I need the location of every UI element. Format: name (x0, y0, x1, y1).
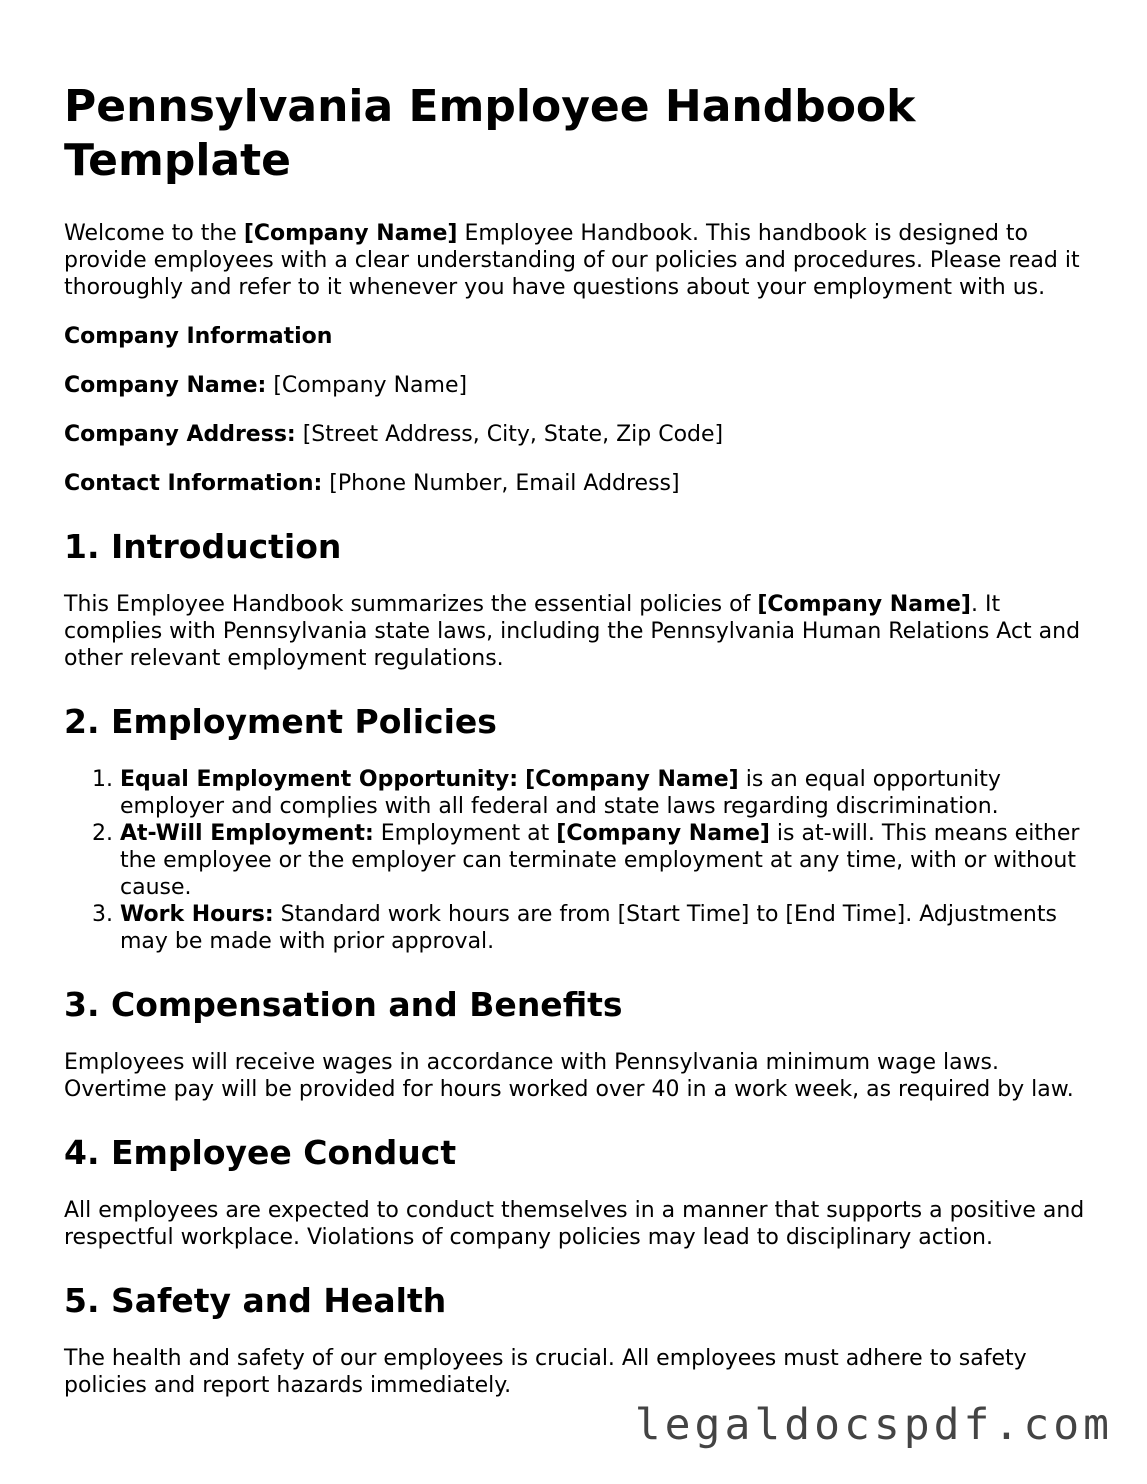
company-info-heading: Company Information (64, 324, 333, 349)
introduction-paragraph: This Employee Handbook summarizes the essential policies of [Company Name]. It complies with Pennsylvania state laws, including the Pennsylvania Human Relations Act and other relevant employment regulations. (64, 592, 1081, 671)
company-placeholder: [Company Name] (757, 592, 971, 617)
page-title: Pennsylvania Employee Handbook Template (64, 81, 916, 186)
company-placeholder: [Company Name] (243, 221, 458, 246)
watermark: legaldocspdf.com (634, 1400, 1113, 1450)
document-page (64, 80, 1094, 1421)
list-item: 2. At-Will Employment: Employment at [Company Name] is at-will. This means either the employee or the employer can terminate employment at any time, with or without cause. (120, 820, 1094, 901)
employee-conduct-paragraph: All employees are expected to conduct themselves in a manner that supports a positive and respectful workplace. Violations of company policies may lead to disciplinary action. (64, 1198, 1085, 1250)
safety-health-paragraph: The health and safety of our employees is crucial. All employees must adhere to safety policies and report hazards immediately. (64, 1346, 1027, 1398)
contact-info-line: Contact Information: [Phone Number, Email Address] (64, 471, 680, 496)
section-heading-introduction: 1. Introduction (64, 527, 342, 566)
section-heading-employment-policies: 2. Employment Policies (64, 702, 497, 741)
employment-policies-list (64, 766, 1094, 955)
section-heading-employee-conduct: 4. Employee Conduct (64, 1133, 457, 1172)
list-item: 3. Work Hours: Standard work hours are from [Start Time] to [End Time]. Adjustments may be made with prior approval. (120, 901, 1094, 955)
compensation-paragraph: Employees will receive wages in accordance with Pennsylvania minimum wage laws. Overtime pay will be provided for hours worked over 40 in a work week, as required by law. (64, 1050, 1074, 1102)
company-address-line: Company Address: [Street Address, City, State, Zip Code] (64, 422, 724, 447)
company-placeholder: [Company Name] (525, 767, 739, 792)
list-item: 1. Equal Employment Opportunity: [Company Name] is an equal opportunity employer and complies with all federal and state laws regarding discrimination. (120, 766, 1094, 820)
company-placeholder: [Company Name] (556, 821, 770, 846)
company-name-line: Company Name: [Company Name] (64, 373, 468, 398)
section-heading-safety-health: 5. Safety and Health (64, 1281, 447, 1320)
section-heading-compensation: 3. Compensation and Benefits (64, 985, 623, 1024)
intro-paragraph: Welcome to the [Company Name] Employee Handbook. This handbook is designed to provide employees with a clear understanding of our policies and procedures. Please read it thoroughly and refer to it whenever you have questions about your employment with us. (64, 221, 1080, 300)
